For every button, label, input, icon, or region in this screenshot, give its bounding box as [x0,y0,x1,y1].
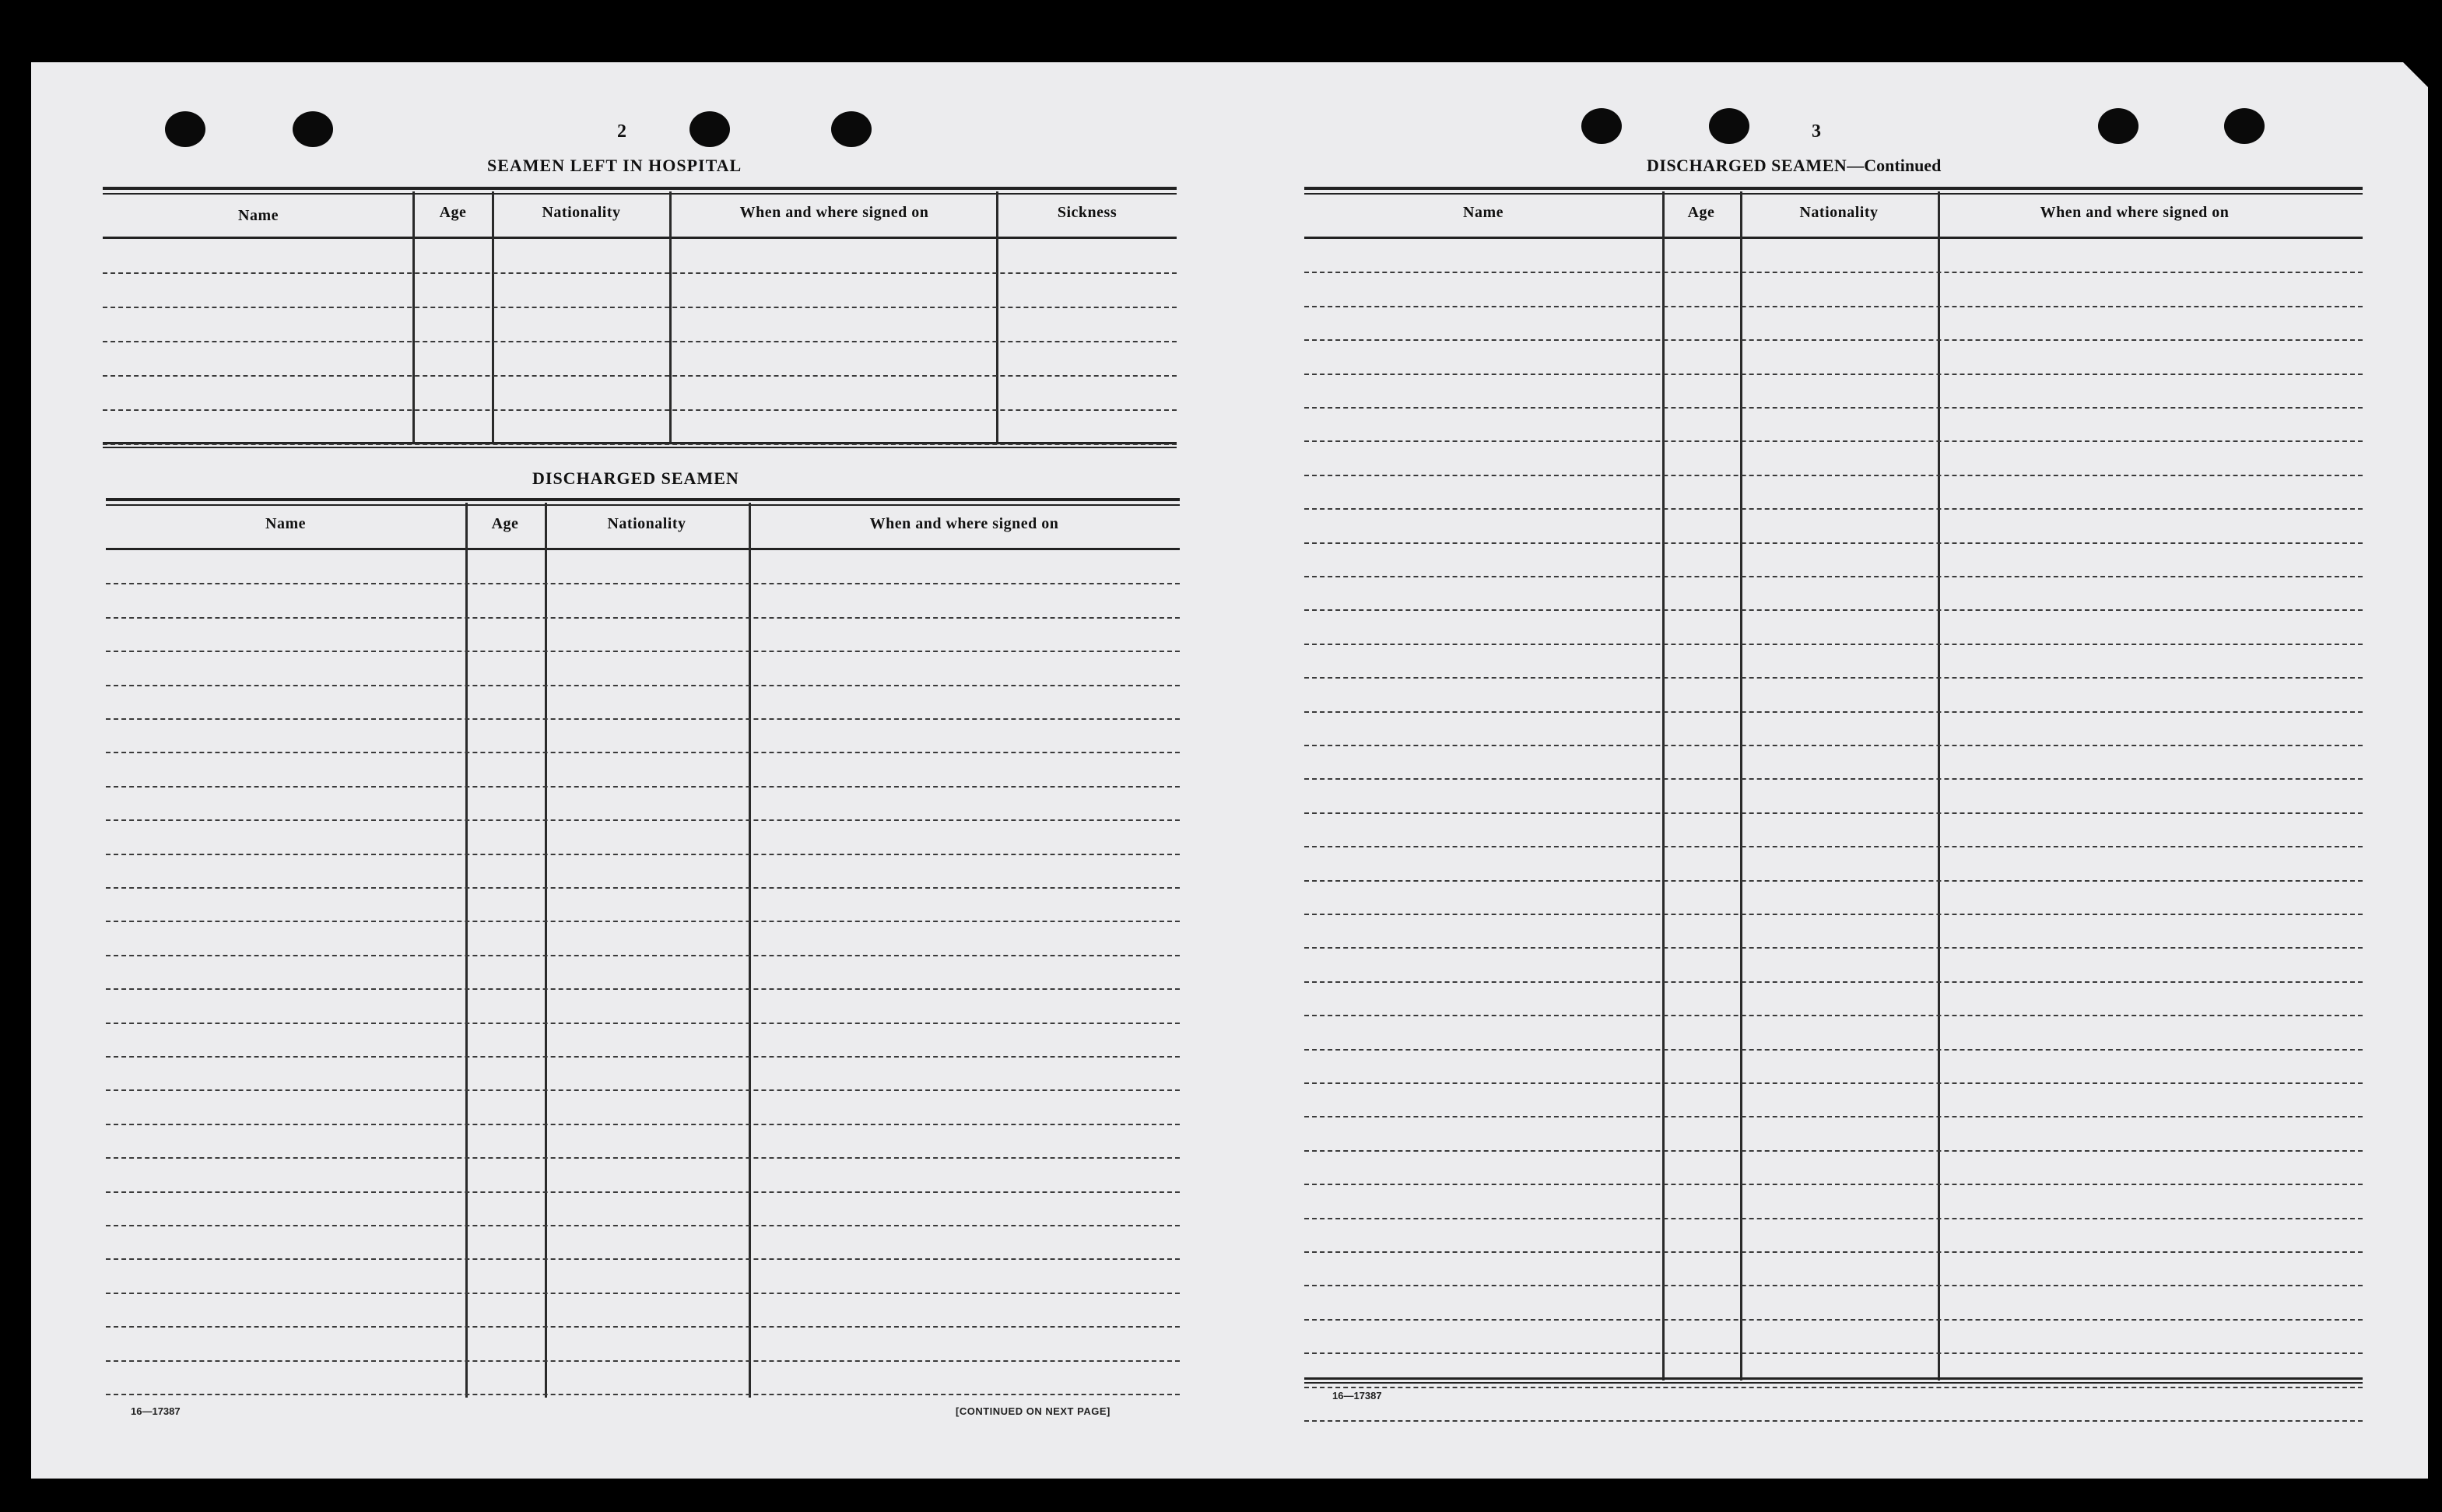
folded-corner [2403,62,2428,87]
table-row-line [103,409,1177,411]
table-row-line [106,583,1180,584]
table-row-line [1304,1285,2363,1286]
table-row-line [103,341,1177,342]
table-row-line [1304,677,2363,679]
table-row-line [106,617,1180,619]
discharged-table [106,498,1180,1401]
table-row-line [106,1089,1180,1091]
document-sheet [31,62,2428,1479]
punch-hole [293,111,333,147]
table-row-line [103,272,1177,274]
table-row-line [1304,914,2363,915]
table-row-line [1304,440,2363,442]
table-row-line [106,651,1180,652]
table-row-line [1304,306,2363,307]
table-row-line [106,718,1180,720]
discharged-continued-title [1647,156,1941,176]
table-row-line [1304,644,2363,645]
hospital-table [103,187,1177,448]
table-row-line [1304,812,2363,814]
table-row-line [1304,576,2363,577]
table-row-line [1304,880,2363,882]
table-row-line [106,1293,1180,1294]
punch-hole [1709,108,1749,144]
col-header-nationality: Nationality [542,204,621,221]
form-code-right: 16—17387 [1332,1390,1382,1401]
table-row-line [1304,1015,2363,1016]
table-row-line [106,955,1180,956]
table-row-line [106,1191,1180,1193]
col-header-sickness: Sickness [1057,204,1117,221]
table-row-line [1304,981,2363,983]
table-row-line [106,988,1180,990]
col-header-age: Age [439,204,467,221]
punch-hole [689,111,730,147]
table-row-line [1304,1082,2363,1084]
table-row-line [1304,272,2363,273]
table-row-line [106,786,1180,788]
col-header-signed-on: When and where signed on [739,204,929,221]
table-row-line [106,1394,1180,1395]
discharged-continued-table [1304,187,2363,1385]
discharged-section-title: DISCHARGED SEAMEN [532,468,739,488]
table-row-line [106,1258,1180,1260]
table-row-line [1304,407,2363,409]
col-header-age: Age [491,515,519,532]
punch-hole [165,111,205,147]
table-row-line [1304,475,2363,476]
col-header-name: Name [265,515,306,532]
page-number-right: 3 [1812,121,1821,142]
table-row-line [1304,1116,2363,1117]
col-header-signed-on: When and where signed on [2040,204,2230,221]
table-row-line [1304,1150,2363,1152]
table-row-line [1304,542,2363,544]
table-row-line [106,1023,1180,1024]
table-row-line [1304,508,2363,510]
table-row-line [1304,1218,2363,1219]
punch-hole [831,111,872,147]
continued-note: [CONTINUED ON NEXT PAGE] [956,1405,1110,1417]
table-row-line [1304,1319,2363,1321]
table-row-line [106,887,1180,889]
table-row-line [1304,778,2363,780]
table-row-line [1304,1387,2363,1388]
table-row-line [1304,339,2363,341]
table-row-line [1304,1184,2363,1185]
table-row-line [1304,745,2363,746]
table-row-line [106,1056,1180,1058]
punch-hole [2098,108,2139,144]
table-row-line [106,1225,1180,1226]
table-row-line [1304,846,2363,847]
table-row-line [106,1360,1180,1362]
table-row-line [103,444,1177,445]
table-row-line [1304,947,2363,949]
table-row-line [1304,1251,2363,1253]
table-row-line [1304,609,2363,611]
col-header-name: Name [238,207,279,224]
table-row-line [1304,1049,2363,1051]
table-row-line [1304,1352,2363,1354]
continued-suffix: —Continued [1847,156,1942,175]
table-row-line [106,752,1180,753]
col-header-nationality: Nationality [1799,204,1879,221]
col-header-name: Name [1463,204,1503,221]
table-row-line [106,1326,1180,1328]
col-header-nationality: Nationality [607,515,686,532]
table-row-line [106,685,1180,686]
col-header-age: Age [1687,204,1715,221]
form-code-left: 16—17387 [131,1405,181,1417]
discharged-continued-title-text: DISCHARGED SEAMEN [1647,156,1847,175]
col-header-signed-on: When and where signed on [869,515,1059,532]
table-row-line [106,1124,1180,1125]
table-row-line [1304,711,2363,713]
table-row-line [103,375,1177,377]
table-row-line [106,819,1180,821]
table-row-line [1304,374,2363,375]
table-row-line [106,921,1180,922]
punch-hole [2224,108,2265,144]
hospital-section-title: SEAMEN LEFT IN HOSPITAL [487,156,742,175]
table-row-line [1304,1420,2363,1422]
table-row-line [106,1157,1180,1159]
page-number-left: 2 [617,121,626,142]
table-row-line [103,307,1177,308]
punch-hole [1581,108,1622,144]
table-row-line [106,854,1180,855]
